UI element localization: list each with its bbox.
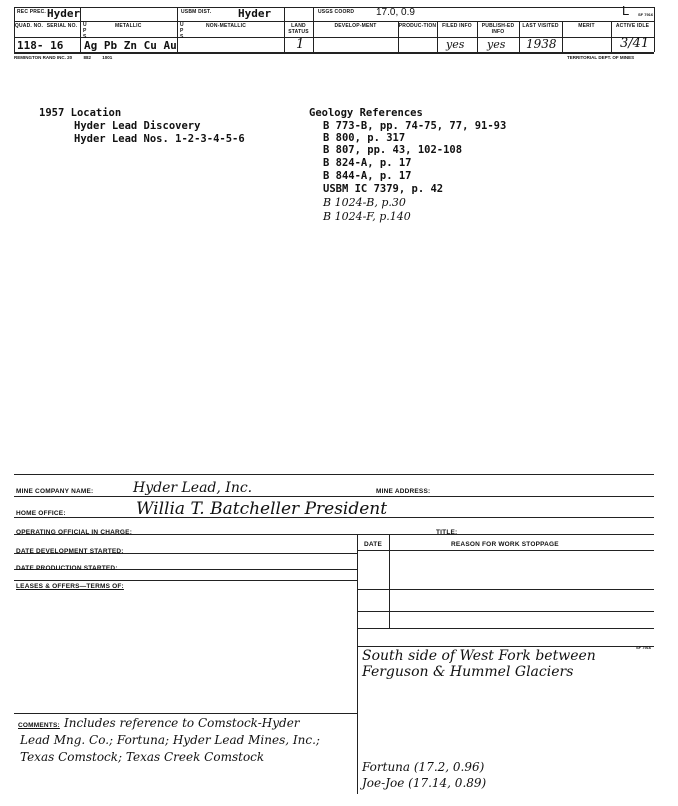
- reason-column-label: REASON FOR WORK STOPPAGE: [451, 541, 559, 548]
- geology-title: Geology References: [309, 107, 423, 119]
- usgs-coord-value: 17.0, 0.9: [376, 7, 415, 18]
- geology-ref: B 844-A, p. 17: [323, 170, 412, 182]
- comments-line: Lead Mng. Co.; Fortuna; Hyder Lead Mines, Inc.;: [20, 733, 320, 747]
- col-quad-no: QUAD. NO.: [14, 23, 44, 29]
- geology-ref-handwritten: B 1024-F, p.140: [323, 210, 411, 223]
- location-heading: 1957 Location: [39, 107, 122, 119]
- col-production: PRODUC-TION: [398, 23, 437, 29]
- geology-ref: USBM IC 7379, p. 42: [323, 183, 444, 195]
- col-last-visited: LAST VISITED: [522, 23, 559, 29]
- coordinates-line: Joe-Joe (17.14, 0.89): [362, 776, 487, 790]
- published-info-value: yes: [487, 38, 506, 51]
- leases-label: LEASES & OFFERS—TERMS OF:: [16, 583, 124, 590]
- development-started-label: DATE DEVELOPMENT STARTED:: [16, 548, 124, 555]
- location-note-line: Ferguson & Hummel Glaciers: [362, 664, 574, 680]
- printer-line: REMINGTON RAND INC. 20 882 1001: [14, 55, 113, 60]
- rec-prec-value: Hyder: [47, 7, 81, 20]
- filed-info-value: yes: [446, 38, 465, 51]
- geology-ref: B 773-B, pp. 74-75, 77, 91-93: [323, 120, 507, 132]
- col-development: DEVELOP-MENT: [334, 23, 377, 29]
- col-filed-info: FILED INFO: [442, 23, 472, 29]
- home-office-label: HOME OFFICE:: [16, 510, 66, 517]
- operating-official-label: OPERATING OFFICIAL IN CHARGE:: [16, 529, 133, 536]
- col-metallic: METALLIC: [115, 23, 142, 29]
- metallic-value: Ag Pb Zn Cu Au: [84, 39, 177, 52]
- geology-ref: B 824-A, p. 17: [323, 157, 412, 169]
- quad-serial-value: 118- 16: [17, 39, 64, 52]
- comments-label: COMMENTS:: [18, 722, 60, 729]
- usbm-dist-label: USBM DIST.: [181, 9, 212, 15]
- location-note-line: South side of West Fork between: [362, 648, 596, 664]
- col-non-metallic: NON-METALLIC: [206, 23, 247, 29]
- corner-mark: L: [622, 3, 630, 18]
- col-serial-no: SERIAL NO.: [46, 23, 78, 29]
- usgs-coord-label: USGS COORD: [318, 9, 355, 15]
- mine-company-label: MINE COMPANY NAME:: [16, 488, 94, 495]
- col-active-idle: ACTIVE IDLE: [615, 23, 650, 29]
- form-number-2: SF 7916: [636, 645, 652, 650]
- rec-prec-label: REC PREC.: [17, 9, 47, 15]
- form-number: SF 7916: [638, 12, 654, 17]
- coordinates-line: Fortuna (17.2, 0.96): [362, 760, 485, 774]
- location-line: Hyder Lead Discovery: [74, 120, 201, 132]
- col-published-info: PUBLISH-ED INFO: [481, 23, 515, 35]
- comments-line: Includes reference to Comstock-Hyder: [64, 716, 300, 730]
- geology-ref: B 807, pp. 43, 102-108: [323, 144, 463, 156]
- geology-ref-handwritten: B 1024-B, p.30: [323, 196, 406, 209]
- usbm-dist-value: Hyder: [238, 7, 272, 20]
- production-started-label: DATE PRODUCTION STARTED:: [16, 565, 118, 572]
- last-visited-value: 1938: [526, 37, 557, 51]
- date-column-label: DATE: [364, 541, 383, 548]
- location-line: Hyder Lead Nos. 1-2-3-4-5-6: [74, 133, 245, 145]
- home-office-value: Willia T. Batcheller President: [136, 499, 388, 519]
- col-ups: U P S: [83, 22, 87, 40]
- col-merit: MERIT: [578, 23, 595, 29]
- mine-address-label: MINE ADDRESS:: [376, 488, 431, 495]
- title-label: TITLE:: [436, 529, 458, 536]
- land-status-value: 1: [296, 37, 305, 52]
- dept-line: TERRITORIAL DEPT. OF MINES: [567, 55, 635, 60]
- comments-line: Texas Comstock; Texas Creek Comstock: [20, 750, 265, 764]
- col-ups-2: U P S: [180, 22, 184, 40]
- active-idle-value: 3/41: [620, 36, 650, 51]
- geology-ref: B 800, p. 317: [323, 132, 406, 144]
- mine-company-value: Hyder Lead, Inc.: [133, 480, 253, 496]
- col-land-status: LAND STATUS: [288, 23, 309, 35]
